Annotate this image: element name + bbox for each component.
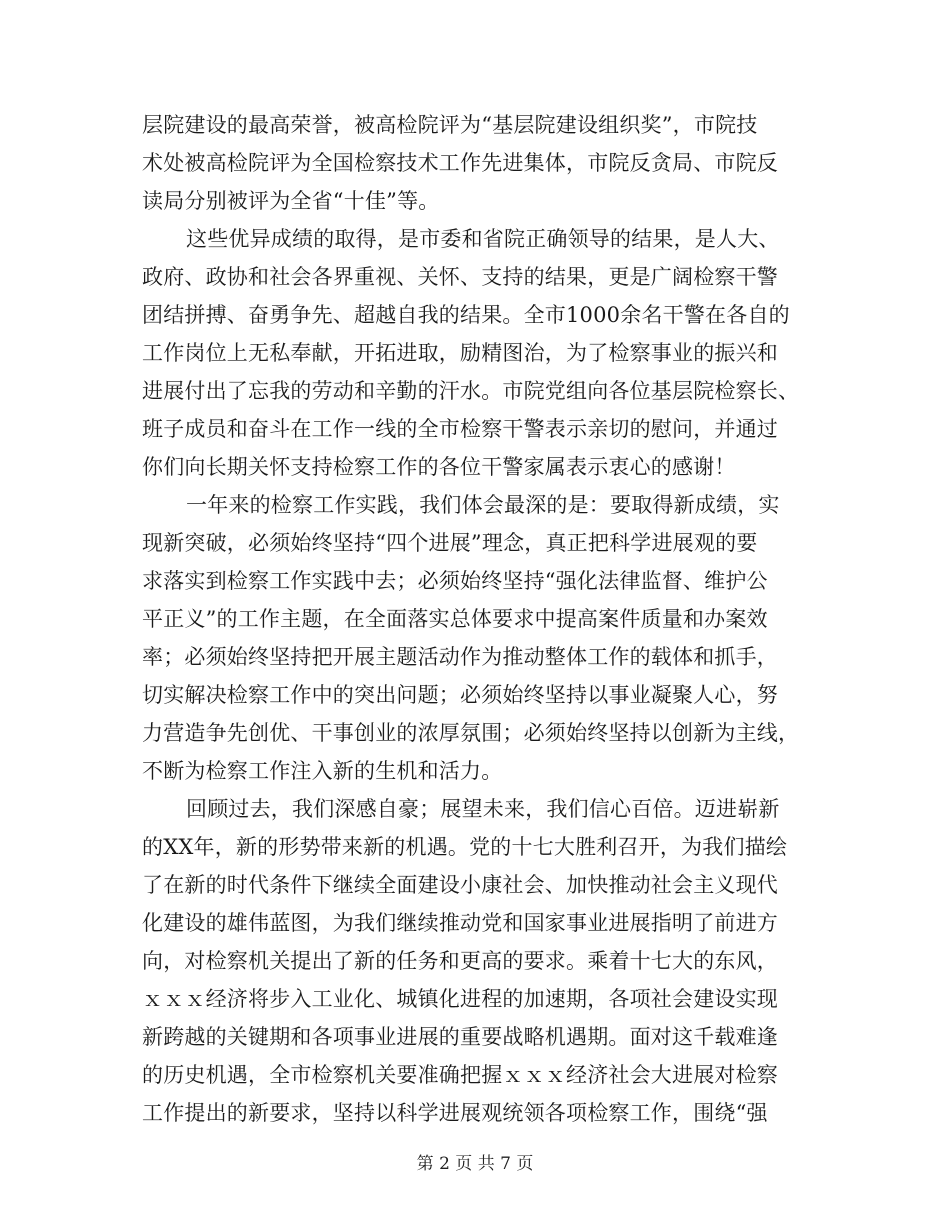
text-line: 求落实到检察工作实践中去；必须始终坚持“强化法律监督、维护公 xyxy=(142,569,768,593)
text-line: 政府、政协和社会各界重视、关怀、支持的结果，更是广阔检察干警 xyxy=(142,265,778,289)
text-line: 工作提出的新要求，坚持以科学进展观统领各项检察工作，围绕“强 xyxy=(142,1101,768,1125)
text-line: 现新突破，必须始终坚持“四个进展”理念，真正把科学进展观的要 xyxy=(142,531,758,555)
text-line: 进展付出了忘我的劳动和辛勤的汗水。市院党组向各位基层院检察长、 xyxy=(142,379,800,403)
text-line: 你们向长期关怀支持检察工作的各位干警家属表示衷心的感谢！ xyxy=(142,455,736,479)
paragraph xyxy=(142,220,798,486)
paragraph xyxy=(142,790,798,1132)
text-line: 平正义”的工作主题，在全面落实总体要求中提高案件质量和办案效 xyxy=(142,607,768,631)
text-line: 切实解决检察工作中的突出问题；必须始终坚持以事业凝聚人心，努 xyxy=(142,683,778,707)
text-line: 力营造争先创优、干事创业的浓厚氛围；必须始终坚持以创新为主线， xyxy=(142,721,800,745)
text-line: 班子成员和奋斗在工作一线的全市检察干警表示亲切的慰问，并通过 xyxy=(142,417,778,441)
paragraph xyxy=(142,486,798,790)
text-line: 了在新的时代条件下继续全面建设小康社会、加快推动社会主义现代 xyxy=(142,873,778,897)
text-line: 向，对检察机关提出了新的任务和更高的要求。乘着十七大的东风， xyxy=(142,949,778,973)
paragraph xyxy=(142,106,798,220)
text-line: 的历史机遇，全市检察机关要准确把握ｘｘｘ经济社会大进展对检察 xyxy=(142,1063,778,1087)
text-line: 读局分别被评为全省“十佳”等。 xyxy=(142,189,440,213)
text-line: 化建设的雄伟蓝图，为我们继续推动党和国家事业进展指明了前进方 xyxy=(142,911,778,935)
text-line: 率；必须始终坚持把开展主题活动作为推动整体工作的载体和抓手， xyxy=(142,645,778,669)
text-line: 新跨越的关键期和各项事业进展的重要战略机遇期。面对这千载难逢 xyxy=(142,1025,778,1049)
text-line: 不断为检察工作注入新的生机和活力。 xyxy=(142,759,503,783)
text-line: 一年来的检察工作实践，我们体会最深的是：要取得新成绩，实 xyxy=(186,493,780,517)
page-footer: 第 2 页 共 7 页 xyxy=(416,1154,534,1174)
text-line: 团结拼搏、奋勇争先、超越自我的结果。全市1000余名干警在各自的 xyxy=(142,303,790,327)
text-line: ｘｘｘ经济将步入工业化、城镇化进程的加速期，各项社会建设实现 xyxy=(142,987,778,1011)
text-line: 工作岗位上无私奉献，开拓进取，励精图治，为了检察事业的振兴和 xyxy=(142,341,778,365)
text-line: 层院建设的最高荣誉，被高检院评为“基层院建设组织奖”，市院技 xyxy=(142,113,758,137)
text-line: 术处被高检院评为全国检察技术工作先进集体，市院反贪局、市院反 xyxy=(142,151,778,175)
document-body xyxy=(142,106,798,1132)
text-line: 这些优异成绩的取得，是市委和省院正确领导的结果，是人大、 xyxy=(186,227,780,251)
text-line: 回顾过去，我们深感自豪；展望未来，我们信心百倍。迈进崭新 xyxy=(186,797,780,821)
text-line: 的XX年，新的形势带来新的机遇。党的十七大胜利召开，为我们描绘 xyxy=(142,835,788,859)
